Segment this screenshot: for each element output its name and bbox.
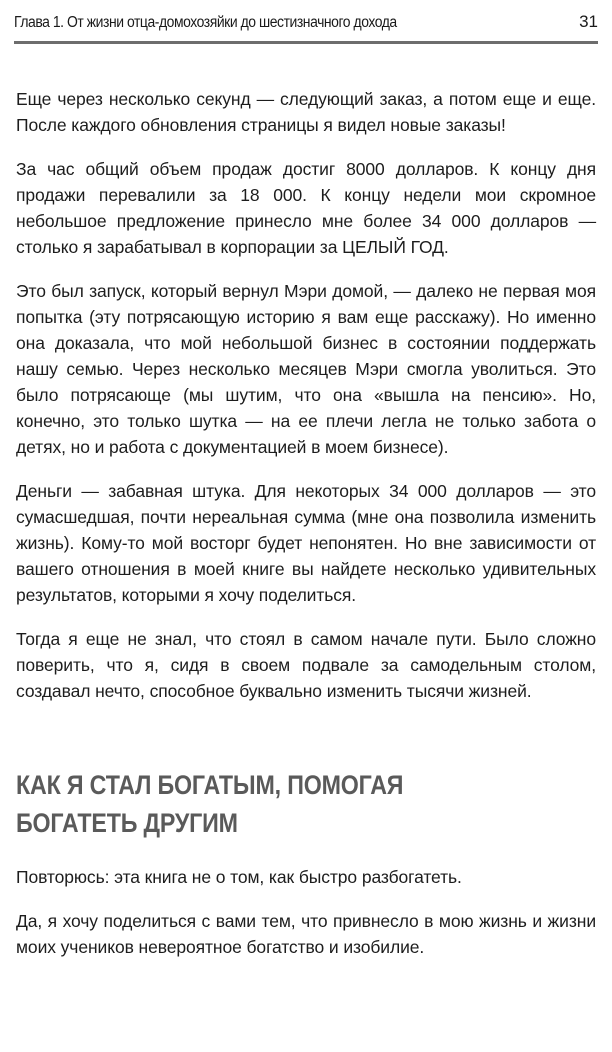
paragraph: Еще через несколько секунд — следующий заказ, а потом еще и еще. После каждого обновления страницы я видел новые заказы! [16, 89, 596, 135]
paragraph: Повторюсь: эта книга не о том, как быстро разбогатеть. [16, 867, 462, 887]
paragraph: Да, я хочу поделиться с вами тем, что привнесло в мою жизнь и жизни моих учеников невероятное богатство и изобилие. [16, 911, 596, 957]
section-heading-line-1: КАК Я СТАЛ БОГАТЫМ, ПОМОГАЯ [16, 770, 404, 800]
chapter-title: Глава 1. От жизни отца-домохозяйки до шестизначного дохода [14, 14, 397, 31]
section-heading [16, 766, 595, 842]
page-number: 31 [579, 12, 598, 31]
paragraph: Деньги — забавная штука. Для некоторых 34 000 долларов — это сумасшедшая, почти нереальная сумма (мне она позволила изменить жизнь). Кому-то мой восторг будет непонятен. Но вне зависимости от вашего отношения в моей книге вы найдете несколько удивительных результатов, которыми я хочу поделиться. [16, 481, 596, 605]
paragraph: За час общий объем продаж достиг 8000 долларов. К концу дня продажи перевалили за 18 000. К концу недели мои скромное небольшое предложение принесло мне более 34 000 долларов — столько я зарабатывал в корпорации за ЦЕЛЫЙ ГОД. [16, 159, 596, 257]
section-heading-line-2: БОГАТЕТЬ ДРУГИМ [16, 808, 238, 838]
paragraph: Тогда я еще не знал, что стоял в самом начале пути. Было сложно поверить, что я, сидя в своем подвале за самодельным столом, создавал нечто, способное буквально изменить тысячи жизней. [16, 629, 596, 701]
page-header [14, 8, 598, 38]
page-body [16, 86, 596, 978]
header-divider [14, 41, 598, 44]
paragraph: Это был запуск, который вернул Мэри домой, — далеко не первая моя попытка (эту потрясающую историю я вам еще расскажу). Но именно она доказала, что мой небольшой бизнес в состоянии поддержать нашу семью. Через несколько месяцев Мэри смогла уволиться. Это было потрясающе (мы шутим, что она «вышла на пенсию». Но, конечно, это только шутка — на ее плечи легла не только забота о детях, но и работа с документацией в моем бизнесе). [16, 281, 596, 457]
